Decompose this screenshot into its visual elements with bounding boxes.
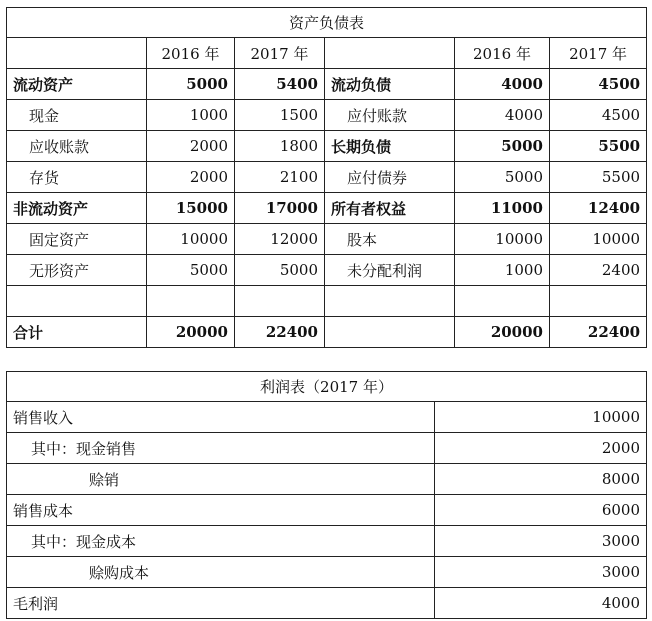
balance-sheet-title-row	[7, 8, 647, 38]
value-cell: 4000	[455, 69, 550, 100]
table-row	[7, 464, 647, 495]
value-cell: 11000	[455, 193, 550, 224]
row-label-right: 股本	[325, 224, 455, 255]
value-cell: 3000	[435, 557, 647, 588]
value-cell: 4000	[455, 100, 550, 131]
row-label: 毛利润	[7, 588, 435, 619]
row-label-left: 无形资产	[7, 255, 147, 286]
row-label-right: 流动负债	[325, 69, 455, 100]
income-statement-title-row	[7, 372, 647, 402]
value-cell: 4500	[550, 69, 647, 100]
row-label: 其中：现金销售	[7, 433, 435, 464]
empty-cell	[147, 286, 235, 317]
value-cell: 2400	[550, 255, 647, 286]
row-label-left: 非流动资产	[7, 193, 147, 224]
value-cell: 5000	[235, 255, 325, 286]
table-row	[7, 495, 647, 526]
row-label-right: 长期负债	[325, 131, 455, 162]
value-cell: 2100	[235, 162, 325, 193]
value-cell: 5000	[147, 69, 235, 100]
income-statement-title: 利润表（2017 年）	[7, 372, 647, 402]
empty-cell	[550, 286, 647, 317]
table-row	[7, 433, 647, 464]
table-row	[7, 131, 647, 162]
value-cell: 6000	[435, 495, 647, 526]
table-row	[7, 69, 647, 100]
value-cell: 1000	[455, 255, 550, 286]
total-value: 22400	[550, 317, 647, 348]
balance-sheet-title: 资产负债表	[7, 8, 647, 38]
row-label-right: 应付债券	[325, 162, 455, 193]
value-cell: 10000	[147, 224, 235, 255]
value-cell: 2000	[147, 131, 235, 162]
header-2017-liabilities: 2017 年	[550, 38, 647, 69]
empty-cell	[7, 286, 147, 317]
row-label-right: 应付账款	[325, 100, 455, 131]
value-cell: 5000	[455, 162, 550, 193]
row-label-left: 应收账款	[7, 131, 147, 162]
table-row	[7, 162, 647, 193]
value-cell: 3000	[435, 526, 647, 557]
value-cell: 5000	[147, 255, 235, 286]
value-cell: 10000	[455, 224, 550, 255]
row-label-left: 流动资产	[7, 69, 147, 100]
balance-sheet-table	[6, 7, 647, 348]
value-cell: 1800	[235, 131, 325, 162]
table-row	[7, 193, 647, 224]
row-label: 其中：现金成本	[7, 526, 435, 557]
table-row	[7, 557, 647, 588]
header-empty-right	[325, 38, 455, 69]
total-label: 合计	[7, 317, 147, 348]
table-row	[7, 224, 647, 255]
value-cell: 2000	[147, 162, 235, 193]
empty-cell	[455, 286, 550, 317]
row-label: 销售成本	[7, 495, 435, 526]
value-cell: 5500	[550, 131, 647, 162]
empty-cell	[325, 286, 455, 317]
total-value: 20000	[147, 317, 235, 348]
row-label-left: 存货	[7, 162, 147, 193]
row-label: 赊销	[7, 464, 435, 495]
table-row	[7, 255, 647, 286]
value-cell: 12400	[550, 193, 647, 224]
total-row	[7, 317, 647, 348]
table-row	[7, 588, 647, 619]
row-label-right: 所有者权益	[325, 193, 455, 224]
empty-cell	[325, 317, 455, 348]
row-label-right: 未分配利润	[325, 255, 455, 286]
income-statement-table	[6, 371, 647, 619]
empty-cell	[235, 286, 325, 317]
balance-sheet-header-row	[7, 38, 647, 69]
value-cell: 1000	[147, 100, 235, 131]
header-2017-assets: 2017 年	[235, 38, 325, 69]
value-cell: 10000	[435, 402, 647, 433]
total-value: 20000	[455, 317, 550, 348]
header-empty-left	[7, 38, 147, 69]
value-cell: 5500	[550, 162, 647, 193]
row-label-left: 现金	[7, 100, 147, 131]
value-cell: 8000	[435, 464, 647, 495]
value-cell: 10000	[550, 224, 647, 255]
row-label: 销售收入	[7, 402, 435, 433]
row-label-left: 固定资产	[7, 224, 147, 255]
value-cell: 4500	[550, 100, 647, 131]
value-cell: 4000	[435, 588, 647, 619]
header-2016-assets: 2016 年	[147, 38, 235, 69]
value-cell: 1500	[235, 100, 325, 131]
value-cell: 5000	[455, 131, 550, 162]
value-cell: 15000	[147, 193, 235, 224]
total-value: 22400	[235, 317, 325, 348]
empty-row	[7, 286, 647, 317]
table-row	[7, 402, 647, 433]
table-row	[7, 526, 647, 557]
value-cell: 5400	[235, 69, 325, 100]
value-cell: 2000	[435, 433, 647, 464]
row-label: 赊购成本	[7, 557, 435, 588]
header-2016-liabilities: 2016 年	[455, 38, 550, 69]
table-row	[7, 100, 647, 131]
value-cell: 17000	[235, 193, 325, 224]
value-cell: 12000	[235, 224, 325, 255]
